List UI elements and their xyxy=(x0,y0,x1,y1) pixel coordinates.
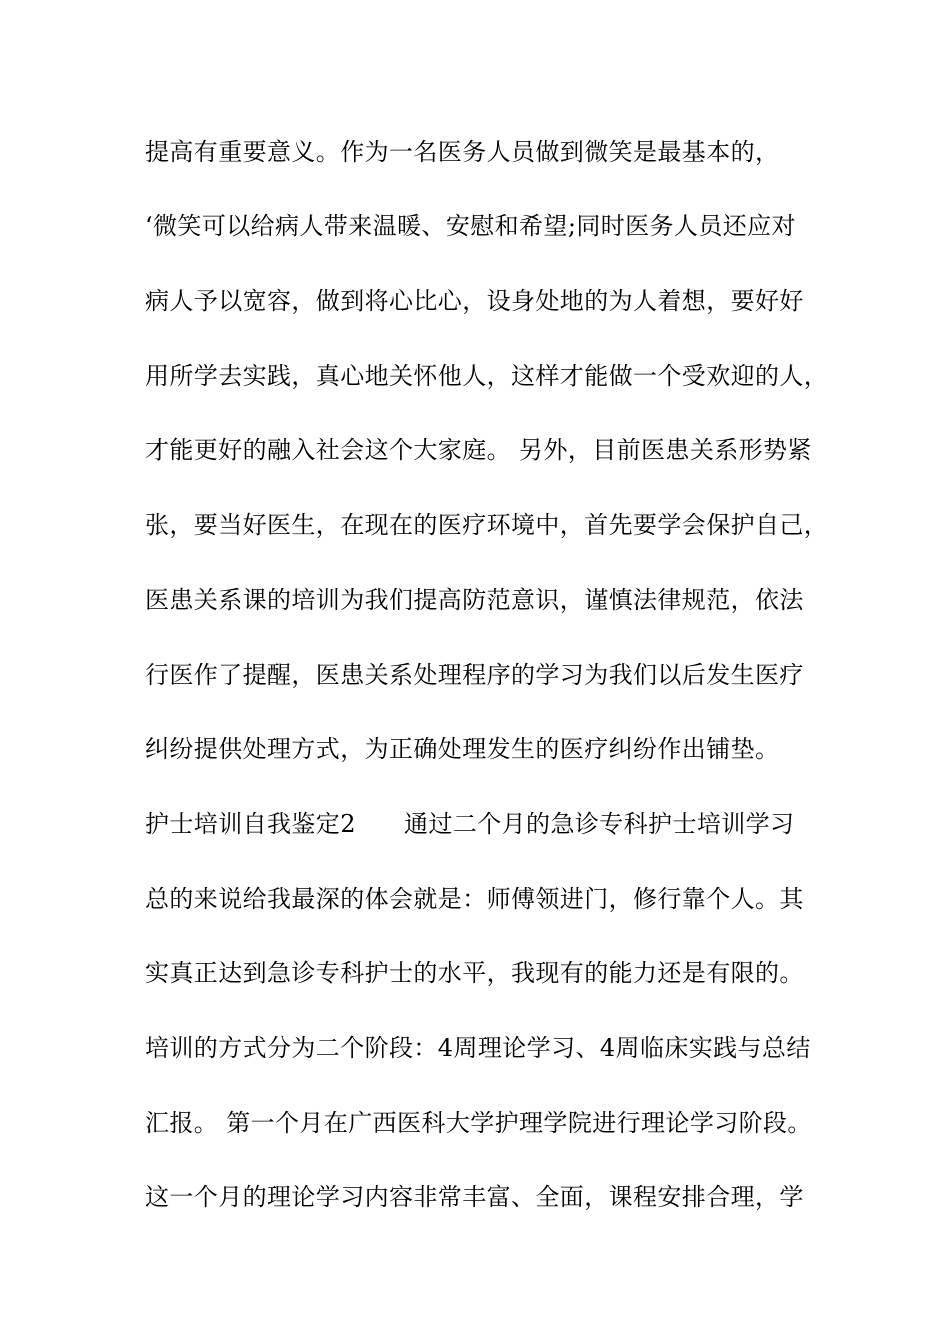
text-line: 提高有重要意义。作为一名医务人员做到微笑是最基本的， xyxy=(145,138,780,166)
text-line: 总的来说给我最深的体会就是：师傅领进门，修行靠个人。其 xyxy=(145,885,804,913)
text-line: 培训的方式分为二个阶段：4周理论学习、4周临床实践与总结 xyxy=(145,1034,811,1062)
text-line: 张，要当好医生，在现在的医疗环境中，首先要学会保护自己， xyxy=(145,511,829,539)
text-line: 医患关系课的培训为我们提高防范意识，谨慎法律规范，依法 xyxy=(145,586,804,614)
text-line: 这一个月的理论学习内容非常丰富、全面，课程安排合理，学 xyxy=(145,1183,804,1211)
text-line: 病人予以宽容，做到将心比心，设身处地的为人着想，要好好 xyxy=(145,287,804,315)
section-heading-line: 护士培训自我鉴定2 通过二个月的急诊专科护士培训学习 xyxy=(145,810,795,838)
text-line: ‘微笑可以给病人带来温暖、安慰和希望;同时医务人员还应对 xyxy=(145,212,796,240)
text-line: 行医作了提醒，医患关系处理程序的学习为我们以后发生医疗 xyxy=(145,661,804,689)
text-line: 汇报。 第一个月在广西医科大学护理学院进行理论学习阶段。 xyxy=(145,1109,812,1137)
text-line: 纠纷提供处理方式，为正确处理发生的医疗纠纷作出铺垫。 xyxy=(145,735,780,763)
text-line: 才能更好的融入社会这个大家庭。 另外，目前医患关系形势紧 xyxy=(145,436,812,464)
text-line: 用所学去实践，真心地关怀他人，这样才能做一个受欢迎的人， xyxy=(145,362,829,390)
text-line: 实真正达到急诊专科护士的水平，我现有的能力还是有限的。 xyxy=(145,959,804,987)
